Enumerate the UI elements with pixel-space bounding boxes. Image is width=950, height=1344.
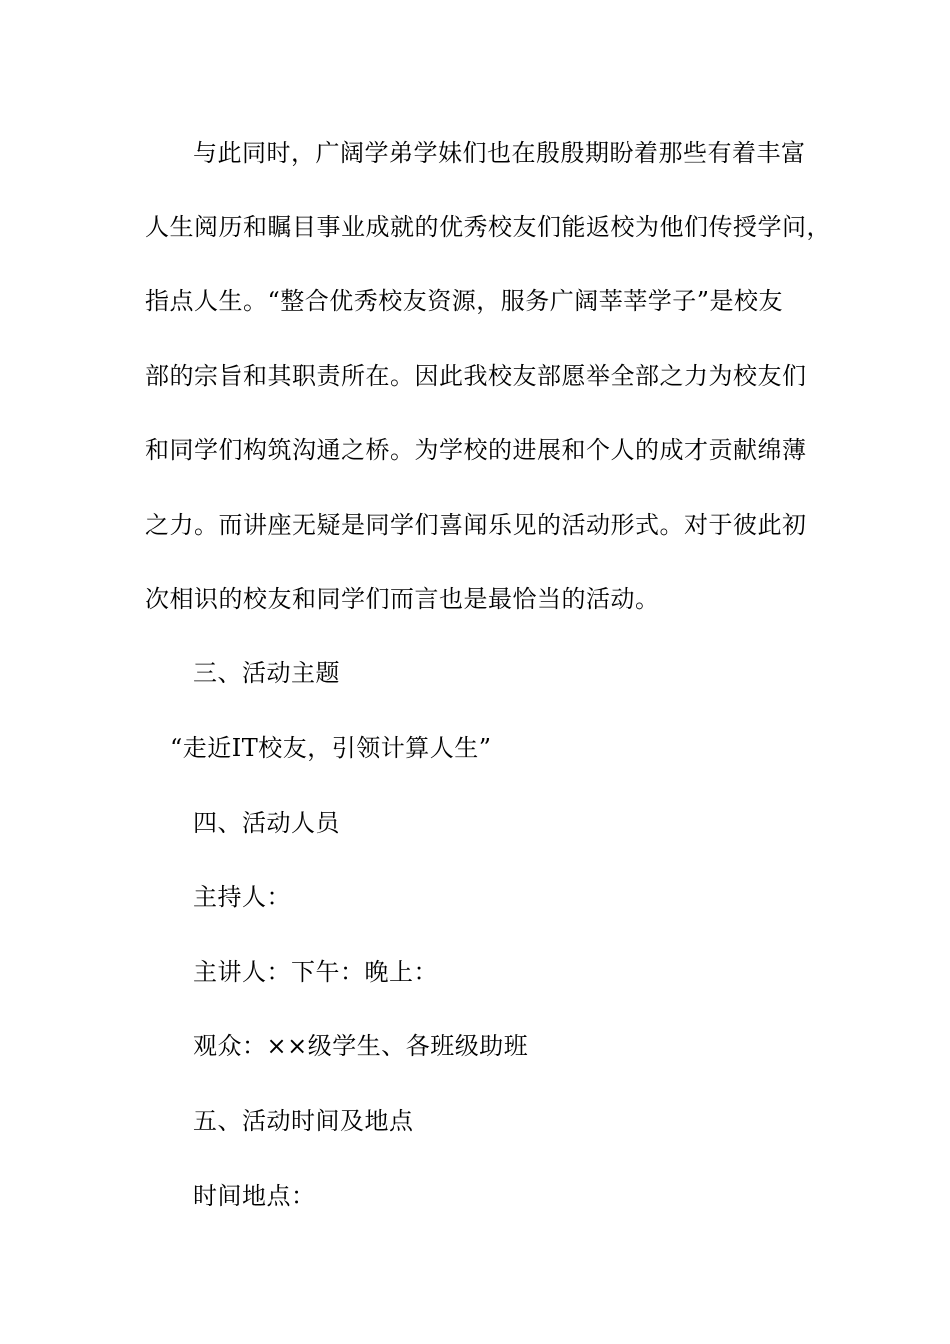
host-line: 主持人： — [193, 883, 291, 911]
time-place-line: 时间地点： — [193, 1182, 316, 1210]
activity-theme: “走近IT校友，引领计算人生” — [170, 734, 492, 762]
audience-line: 观众：××级学生、各班级助班 — [193, 1032, 529, 1060]
section-heading: 五、活动时间及地点 — [193, 1107, 414, 1135]
paragraph-line: 人生阅历和瞩目事业成就的优秀校友们能返校为他们传授学问， — [145, 213, 831, 241]
paragraph-line: 次相识的校友和同学们而言也是最恰当的活动。 — [145, 585, 660, 613]
paragraph-line: 部的宗旨和其职责所在。因此我校友部愿举全部之力为校友们 — [145, 362, 807, 390]
paragraph-line: 与此同时，广阔学弟学妹们也在殷殷期盼着那些有着丰富 — [193, 139, 806, 167]
paragraph-line: 指点人生。“整合优秀校友资源，服务广阔莘莘学子”是校友 — [145, 287, 784, 315]
section-heading: 四、活动人员 — [193, 809, 340, 837]
section-heading: 三、活动主题 — [193, 659, 340, 687]
speakers-line: 主讲人：下午：晚上： — [193, 958, 438, 986]
paragraph-line: 之力。而讲座无疑是同学们喜闻乐见的活动形式。对于彼此初 — [145, 511, 807, 539]
paragraph-line: 和同学们构筑沟通之桥。为学校的进展和个人的成才贡献绵薄 — [145, 436, 807, 464]
